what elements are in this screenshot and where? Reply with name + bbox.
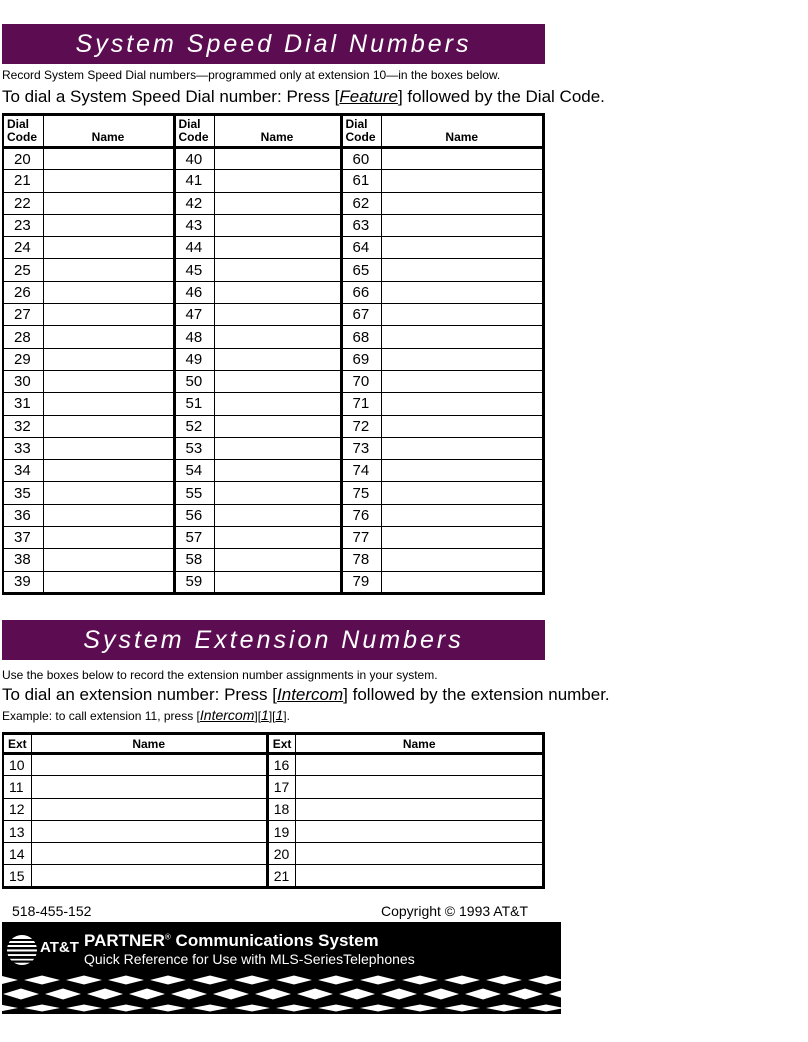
name-entry-cell[interactable] xyxy=(381,437,544,459)
speed-dial-how-suffix: followed by the Dial Code. xyxy=(407,87,605,106)
name-entry-cell[interactable] xyxy=(43,326,174,348)
speed-dial-instruction: Record System Speed Dial numbers—programmed only at extension 10—in the boxes below. xyxy=(2,68,501,82)
mesh-cell xyxy=(24,976,60,985)
name-entry-cell[interactable] xyxy=(381,482,544,504)
mesh-cell xyxy=(486,976,522,985)
name-entry-cell[interactable] xyxy=(381,259,544,281)
name-entry-cell[interactable] xyxy=(381,549,544,571)
name-entry-cell[interactable] xyxy=(43,482,174,504)
mesh-cell xyxy=(528,976,561,985)
extension-example: Example: to call extension 11, press [Intercom][1][1]. xyxy=(2,707,290,723)
name-header: Name xyxy=(214,115,341,148)
ext-number-cell: 20 xyxy=(267,843,296,865)
name-entry-cell[interactable] xyxy=(43,281,174,303)
mesh-cell xyxy=(66,976,102,985)
dial-code-cell: 26 xyxy=(3,281,43,303)
dial-code-cell: 67 xyxy=(341,304,381,326)
dial-code-cell: 61 xyxy=(341,170,381,192)
speed-dial-row xyxy=(3,460,544,482)
extension-how-prefix: To dial an extension number: xyxy=(2,685,220,704)
dial-code-cell: 69 xyxy=(341,348,381,370)
dial-code-cell: 78 xyxy=(341,549,381,571)
extension-table xyxy=(2,732,545,889)
dial-code-cell: 37 xyxy=(3,527,43,549)
dial-code-cell: 63 xyxy=(341,214,381,236)
mesh-cell xyxy=(192,976,228,985)
name-entry-cell[interactable] xyxy=(381,527,544,549)
dial-code-cell: 25 xyxy=(3,259,43,281)
ext-name-entry-cell[interactable] xyxy=(296,820,544,842)
name-entry-cell[interactable] xyxy=(214,348,341,370)
ext-name-entry-cell[interactable] xyxy=(296,776,544,798)
speed-dial-row xyxy=(3,348,544,370)
example-key-1b: 1 xyxy=(275,707,284,723)
dial-code-cell: 52 xyxy=(174,415,214,437)
name-entry-cell[interactable] xyxy=(214,393,341,415)
name-entry-cell[interactable] xyxy=(43,192,174,214)
dial-code-cell: 72 xyxy=(341,415,381,437)
extension-row xyxy=(3,798,544,820)
name-entry-cell[interactable] xyxy=(214,370,341,392)
ext-name-entry-cell[interactable] xyxy=(296,843,544,865)
speed-dial-row xyxy=(3,549,544,571)
mesh-cell xyxy=(276,976,312,985)
name-entry-cell[interactable] xyxy=(381,326,544,348)
dial-code-cell: 76 xyxy=(341,504,381,526)
dial-code-cell: 29 xyxy=(3,348,43,370)
name-entry-cell[interactable] xyxy=(43,170,174,192)
dial-code-header: Dial Code xyxy=(174,115,214,148)
mesh-cell xyxy=(549,989,561,1000)
copyright: Copyright © 1993 AT&T xyxy=(381,903,529,919)
mesh-cell xyxy=(2,976,18,985)
mesh-cell xyxy=(276,1005,312,1012)
dial-code-cell: 70 xyxy=(341,370,381,392)
name-entry-cell[interactable] xyxy=(381,304,544,326)
extension-banner: System Extension Numbers xyxy=(2,620,545,660)
dial-code-cell: 27 xyxy=(3,304,43,326)
dial-code-cell: 57 xyxy=(174,527,214,549)
dial-code-cell: 22 xyxy=(3,192,43,214)
example-intercom-key: Intercom xyxy=(199,707,255,723)
att-logo-text: AT&T xyxy=(40,939,79,956)
mesh-cell xyxy=(318,976,354,985)
name-entry-cell[interactable] xyxy=(381,192,544,214)
speed-dial-how-prefix: To dial a System Speed Dial number: xyxy=(2,87,282,106)
name-entry-cell[interactable] xyxy=(214,504,341,526)
mesh-cell xyxy=(108,1005,144,1012)
example-key-1a: 1 xyxy=(261,707,269,723)
dial-code-cell: 48 xyxy=(174,326,214,348)
speed-dial-row xyxy=(3,504,544,526)
extension-how-suffix: followed by the extension number. xyxy=(352,685,610,704)
ext-number-cell: 14 xyxy=(3,843,31,865)
dial-code-cell: 43 xyxy=(174,214,214,236)
dial-code-header: Dial Code xyxy=(341,115,381,148)
name-entry-cell[interactable] xyxy=(43,237,174,259)
mesh-cell xyxy=(297,989,333,1000)
ext-number-cell: 13 xyxy=(3,820,31,842)
dial-code-cell: 49 xyxy=(174,348,214,370)
dial-code-cell: 36 xyxy=(3,504,43,526)
ext-name-entry-cell[interactable] xyxy=(31,798,267,820)
extension-instruction: Use the boxes below to record the extension number assignments in your system. xyxy=(2,668,438,682)
dial-code-cell: 55 xyxy=(174,482,214,504)
ext-number-cell: 17 xyxy=(267,776,296,798)
name-entry-cell[interactable] xyxy=(214,304,341,326)
dial-code-cell: 40 xyxy=(174,148,214,170)
dial-code-cell: 42 xyxy=(174,192,214,214)
ext-number-cell: 16 xyxy=(267,754,296,776)
dial-code-cell: 79 xyxy=(341,571,381,593)
extension-row xyxy=(3,843,544,865)
speed-dial-row xyxy=(3,192,544,214)
mesh-cell xyxy=(150,976,186,985)
dial-code-cell: 50 xyxy=(174,370,214,392)
name-entry-cell[interactable] xyxy=(43,370,174,392)
extension-row xyxy=(3,776,544,798)
name-entry-cell[interactable] xyxy=(381,148,544,170)
dial-code-cell: 53 xyxy=(174,437,214,459)
name-entry-cell[interactable] xyxy=(381,214,544,236)
dial-code-cell: 20 xyxy=(3,148,43,170)
name-entry-cell[interactable] xyxy=(43,148,174,170)
name-entry-cell[interactable] xyxy=(214,148,341,170)
feature-key: Feature xyxy=(339,87,398,106)
mesh-pattern-graphic xyxy=(2,974,561,1014)
speed-dial-row xyxy=(3,304,544,326)
name-entry-cell[interactable] xyxy=(214,192,341,214)
dial-code-cell: 58 xyxy=(174,549,214,571)
dial-code-cell: 65 xyxy=(341,259,381,281)
dial-code-cell: 62 xyxy=(341,192,381,214)
ext-name-entry-cell[interactable] xyxy=(296,798,544,820)
ext-name-entry-cell[interactable] xyxy=(31,865,267,887)
speed-dial-row xyxy=(3,237,544,259)
dial-code-cell: 75 xyxy=(341,482,381,504)
name-entry-cell[interactable] xyxy=(381,281,544,303)
dial-code-cell: 66 xyxy=(341,281,381,303)
mesh-cell xyxy=(444,976,480,985)
name-entry-cell[interactable] xyxy=(43,415,174,437)
name-entry-cell[interactable] xyxy=(381,460,544,482)
ext-number-cell: 11 xyxy=(3,776,31,798)
dial-code-cell: 45 xyxy=(174,259,214,281)
speed-dial-row xyxy=(3,326,544,348)
name-entry-cell[interactable] xyxy=(43,460,174,482)
mesh-cell xyxy=(402,1005,438,1012)
dial-code-cell: 38 xyxy=(3,549,43,571)
dial-code-cell: 64 xyxy=(341,237,381,259)
mesh-cell xyxy=(234,976,270,985)
name-entry-cell[interactable] xyxy=(214,482,341,504)
mesh-cell xyxy=(129,989,165,1000)
mesh-cell xyxy=(507,989,543,1000)
speed-dial-table xyxy=(2,113,545,595)
speed-dial-row xyxy=(3,281,544,303)
example-prefix: Example: to call extension 11, press xyxy=(2,709,194,723)
name-entry-cell[interactable] xyxy=(214,281,341,303)
speed-dial-press: Press xyxy=(286,87,330,106)
name-entry-cell[interactable] xyxy=(381,393,544,415)
name-entry-cell[interactable] xyxy=(43,348,174,370)
ext-header: Ext xyxy=(3,734,31,754)
name-header: Name xyxy=(381,115,544,148)
name-entry-cell[interactable] xyxy=(214,415,341,437)
dial-code-cell: 60 xyxy=(341,148,381,170)
dial-code-cell: 56 xyxy=(174,504,214,526)
mesh-cell xyxy=(402,976,438,985)
dial-code-cell: 59 xyxy=(174,571,214,593)
att-globe-icon xyxy=(6,934,38,966)
name-entry-cell[interactable] xyxy=(381,370,544,392)
mesh-cell xyxy=(486,1005,522,1012)
ext-name-header: Name xyxy=(296,734,544,754)
extension-header-row xyxy=(3,734,544,754)
speed-dial-row xyxy=(3,370,544,392)
speed-dial-row xyxy=(3,527,544,549)
mesh-cell xyxy=(318,1005,354,1012)
dial-code-cell: 30 xyxy=(3,370,43,392)
mesh-cell xyxy=(360,976,396,985)
extension-row xyxy=(3,820,544,842)
dial-code-cell: 68 xyxy=(341,326,381,348)
ext-number-cell: 12 xyxy=(3,798,31,820)
name-entry-cell[interactable] xyxy=(214,437,341,459)
mesh-cell xyxy=(213,989,249,1000)
speed-dial-row xyxy=(3,571,544,593)
dial-code-cell: 31 xyxy=(3,393,43,415)
mesh-cell xyxy=(423,989,459,1000)
mesh-cell xyxy=(528,1005,561,1012)
mesh-cell xyxy=(381,989,417,1000)
dial-code-cell: 77 xyxy=(341,527,381,549)
extension-press: Press xyxy=(224,685,268,704)
speed-dial-row xyxy=(3,170,544,192)
name-entry-cell[interactable] xyxy=(214,259,341,281)
mesh-cell xyxy=(255,989,291,1000)
ext-number-cell: 19 xyxy=(267,820,296,842)
ext-name-entry-cell[interactable] xyxy=(31,754,267,776)
ext-name-entry-cell[interactable] xyxy=(31,843,267,865)
name-entry-cell[interactable] xyxy=(43,571,174,593)
dial-code-cell: 41 xyxy=(174,170,214,192)
ext-header: Ext xyxy=(267,734,296,754)
ext-name-entry-cell[interactable] xyxy=(31,776,267,798)
name-entry-cell[interactable] xyxy=(43,304,174,326)
mesh-cell xyxy=(465,989,501,1000)
name-entry-cell[interactable] xyxy=(214,237,341,259)
doc-number: 518-455-152 xyxy=(12,903,92,919)
ext-name-entry-cell[interactable] xyxy=(296,865,544,887)
dial-code-header: Dial Code xyxy=(3,115,43,148)
extension-how-to: To dial an extension number: Press [Intercom] followed by the extension number. xyxy=(2,685,610,704)
ext-name-entry-cell[interactable] xyxy=(31,820,267,842)
ext-number-cell: 18 xyxy=(267,798,296,820)
name-entry-cell[interactable] xyxy=(214,326,341,348)
speed-dial-row xyxy=(3,415,544,437)
name-entry-cell[interactable] xyxy=(381,571,544,593)
name-entry-cell[interactable] xyxy=(43,504,174,526)
dial-code-cell: 74 xyxy=(341,460,381,482)
dial-code-cell: 32 xyxy=(3,415,43,437)
dial-code-cell: 39 xyxy=(3,571,43,593)
name-entry-cell[interactable] xyxy=(381,170,544,192)
dial-code-cell: 73 xyxy=(341,437,381,459)
name-entry-cell[interactable] xyxy=(214,571,341,593)
name-entry-cell[interactable] xyxy=(214,170,341,192)
name-header: Name xyxy=(43,115,174,148)
dial-code-cell: 23 xyxy=(3,214,43,236)
speed-dial-how-to: To dial a System Speed Dial number: Press [Feature] followed by the Dial Code. xyxy=(2,87,605,106)
mesh-cell xyxy=(192,1005,228,1012)
dial-code-cell: 21 xyxy=(3,170,43,192)
mesh-cell xyxy=(360,1005,396,1012)
speed-dial-row xyxy=(3,214,544,236)
name-entry-cell[interactable] xyxy=(381,415,544,437)
brand-title: PARTNER® Communications System xyxy=(84,931,379,950)
dial-code-cell: 28 xyxy=(3,326,43,348)
brand-bar xyxy=(2,922,561,1014)
dial-code-cell: 44 xyxy=(174,237,214,259)
mesh-cell xyxy=(150,1005,186,1012)
extension-row xyxy=(3,865,544,887)
mesh-cell xyxy=(234,1005,270,1012)
speed-dial-row xyxy=(3,437,544,459)
extension-row xyxy=(3,754,544,776)
dial-code-cell: 34 xyxy=(3,460,43,482)
ext-number-cell: 15 xyxy=(3,865,31,887)
mesh-cell xyxy=(108,976,144,985)
mesh-cell xyxy=(339,989,375,1000)
mesh-cell xyxy=(87,989,123,1000)
mesh-cell xyxy=(2,1005,18,1012)
ext-name-header: Name xyxy=(31,734,267,754)
intercom-key: Intercom xyxy=(277,685,344,704)
name-entry-cell[interactable] xyxy=(43,259,174,281)
dial-code-cell: 35 xyxy=(3,482,43,504)
name-entry-cell[interactable] xyxy=(381,504,544,526)
name-entry-cell[interactable] xyxy=(43,549,174,571)
ext-number-cell: 10 xyxy=(3,754,31,776)
brand-subtitle: Quick Reference for Use with MLS-SeriesTelephones xyxy=(84,951,415,967)
name-entry-cell[interactable] xyxy=(214,527,341,549)
name-entry-cell[interactable] xyxy=(214,460,341,482)
dial-code-cell: 47 xyxy=(174,304,214,326)
speed-dial-banner: System Speed Dial Numbers xyxy=(2,24,545,64)
name-entry-cell[interactable] xyxy=(43,437,174,459)
dial-code-cell: 54 xyxy=(174,460,214,482)
mesh-cell xyxy=(444,1005,480,1012)
dial-code-cell: 33 xyxy=(3,437,43,459)
speed-dial-row xyxy=(3,482,544,504)
name-entry-cell[interactable] xyxy=(43,527,174,549)
dial-code-cell: 24 xyxy=(3,237,43,259)
name-entry-cell[interactable] xyxy=(214,549,341,571)
speed-dial-row xyxy=(3,148,544,170)
name-entry-cell[interactable] xyxy=(214,214,341,236)
name-entry-cell[interactable] xyxy=(381,348,544,370)
name-entry-cell[interactable] xyxy=(43,214,174,236)
ext-number-cell: 21 xyxy=(267,865,296,887)
mesh-cell xyxy=(66,1005,102,1012)
speed-dial-row xyxy=(3,393,544,415)
speed-dial-header-row xyxy=(3,115,544,148)
name-entry-cell[interactable] xyxy=(43,393,174,415)
dial-code-cell: 46 xyxy=(174,281,214,303)
dial-code-cell: 71 xyxy=(341,393,381,415)
mesh-cell xyxy=(171,989,207,1000)
dial-code-cell: 51 xyxy=(174,393,214,415)
ext-name-entry-cell[interactable] xyxy=(296,754,544,776)
mesh-cell xyxy=(24,1005,60,1012)
mesh-cell xyxy=(45,989,81,1000)
name-entry-cell[interactable] xyxy=(381,237,544,259)
mesh-cell xyxy=(3,989,39,1000)
speed-dial-row xyxy=(3,259,544,281)
